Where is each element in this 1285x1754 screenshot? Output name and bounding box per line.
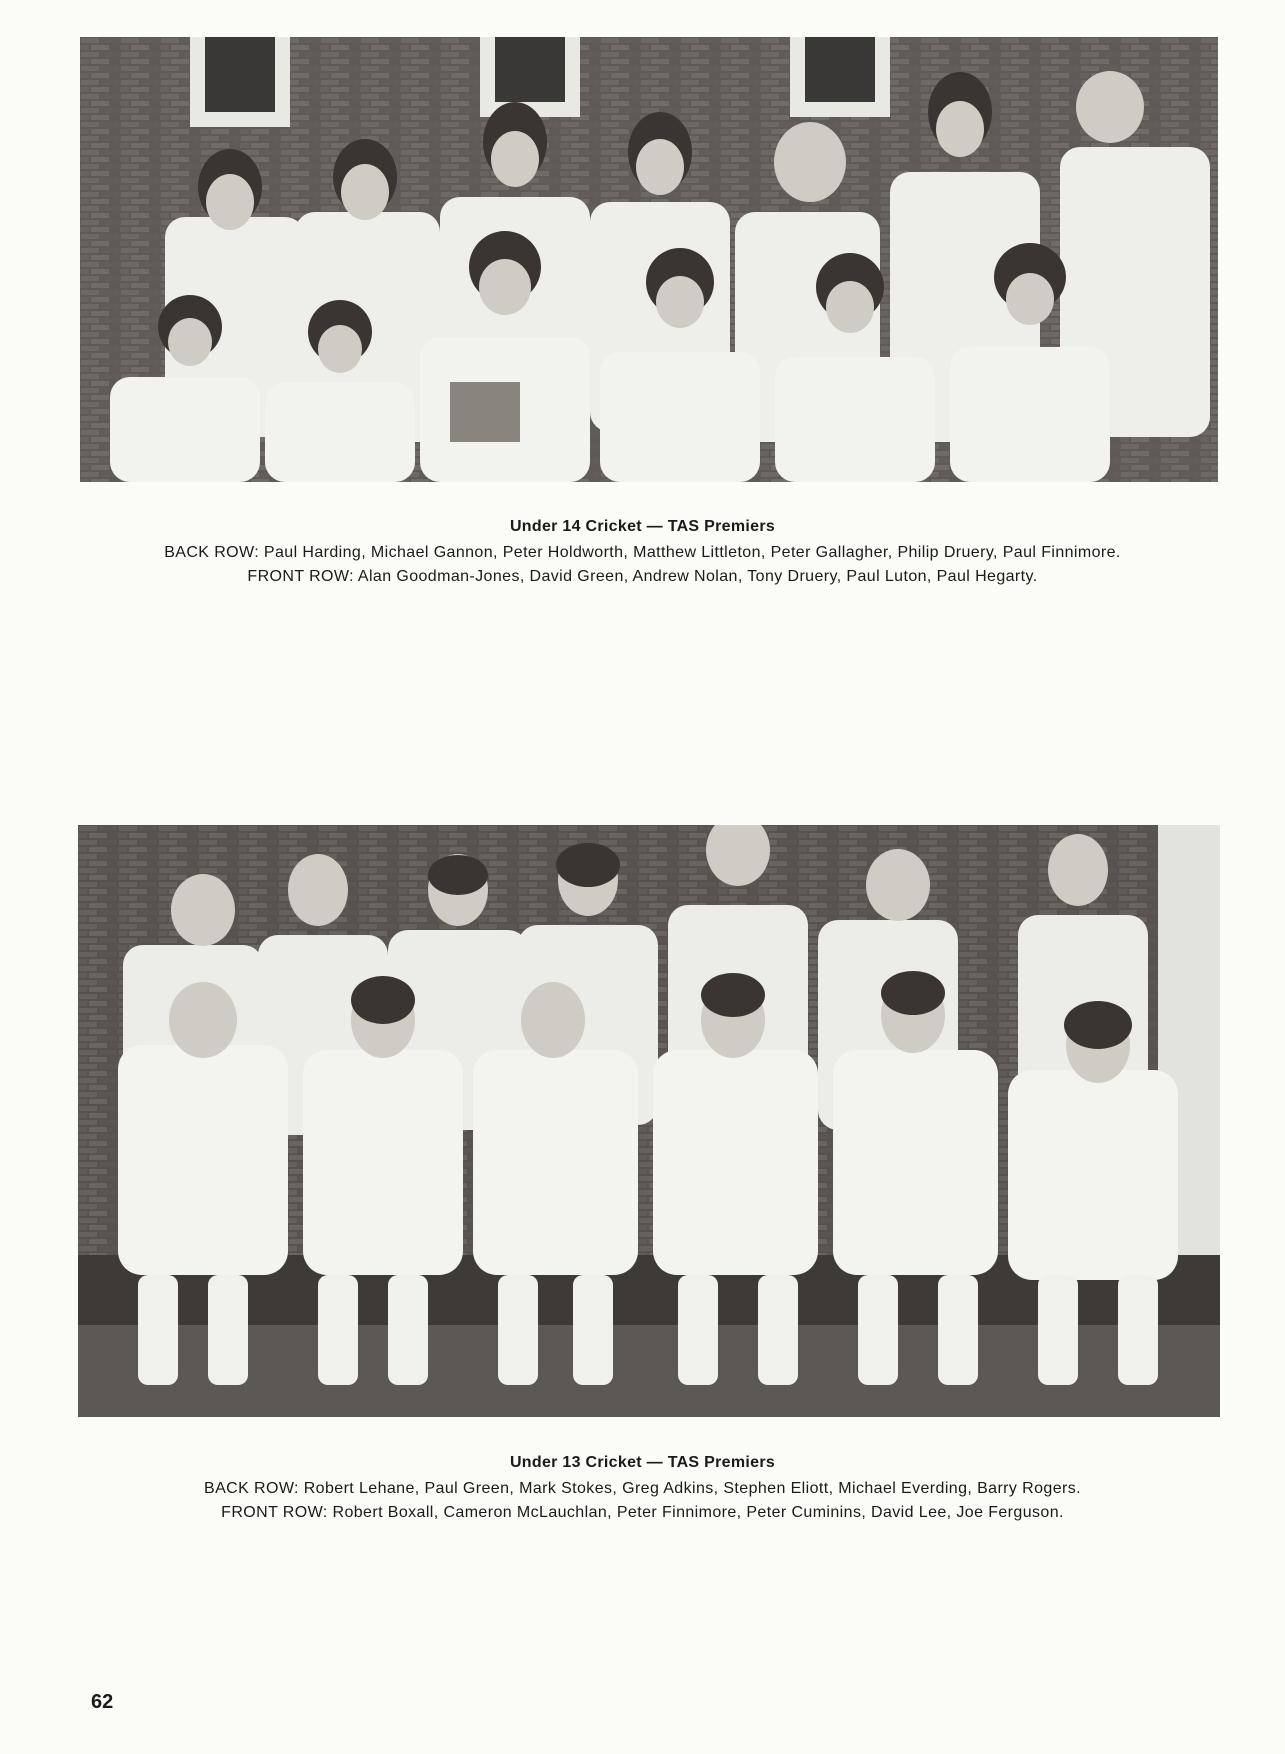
caption-under-13: [0, 1454, 1285, 1528]
caption-title: Under 13 Cricket — TAS Premiers: [509, 1454, 776, 1471]
caption-back-row: BACK ROW: Paul Harding, Michael Gannon, Peter Holdworth, Matthew Littleton, Peter Gallagher, Philip Druery, Paul Finnimore.: [164, 544, 1121, 561]
caption-title: Under 14 Cricket — TAS Premiers: [509, 518, 776, 535]
team-photo-under-13-image: [78, 825, 1220, 1417]
caption-front-row: FRONT ROW: Alan Goodman-Jones, David Green, Andrew Nolan, Tony Druery, Paul Luton, Paul Hegarty.: [247, 568, 1038, 585]
team-photo-under-14-image: [80, 37, 1218, 482]
page-number: 62: [91, 1691, 114, 1713]
caption-back-row: BACK ROW: Robert Lehane, Paul Green, Mark Stokes, Greg Adkins, Stephen Eliott, Michael Everding, Barry Rogers.: [204, 1480, 1081, 1497]
caption-front-row: FRONT ROW: Robert Boxall, Cameron McLauchlan, Peter Finnimore, Peter Cuminins, David Lee, Joe Ferguson.: [221, 1504, 1064, 1521]
team-photo-under-14: [80, 37, 1218, 482]
caption-under-14: [0, 518, 1285, 592]
team-photo-under-13: [78, 825, 1220, 1417]
